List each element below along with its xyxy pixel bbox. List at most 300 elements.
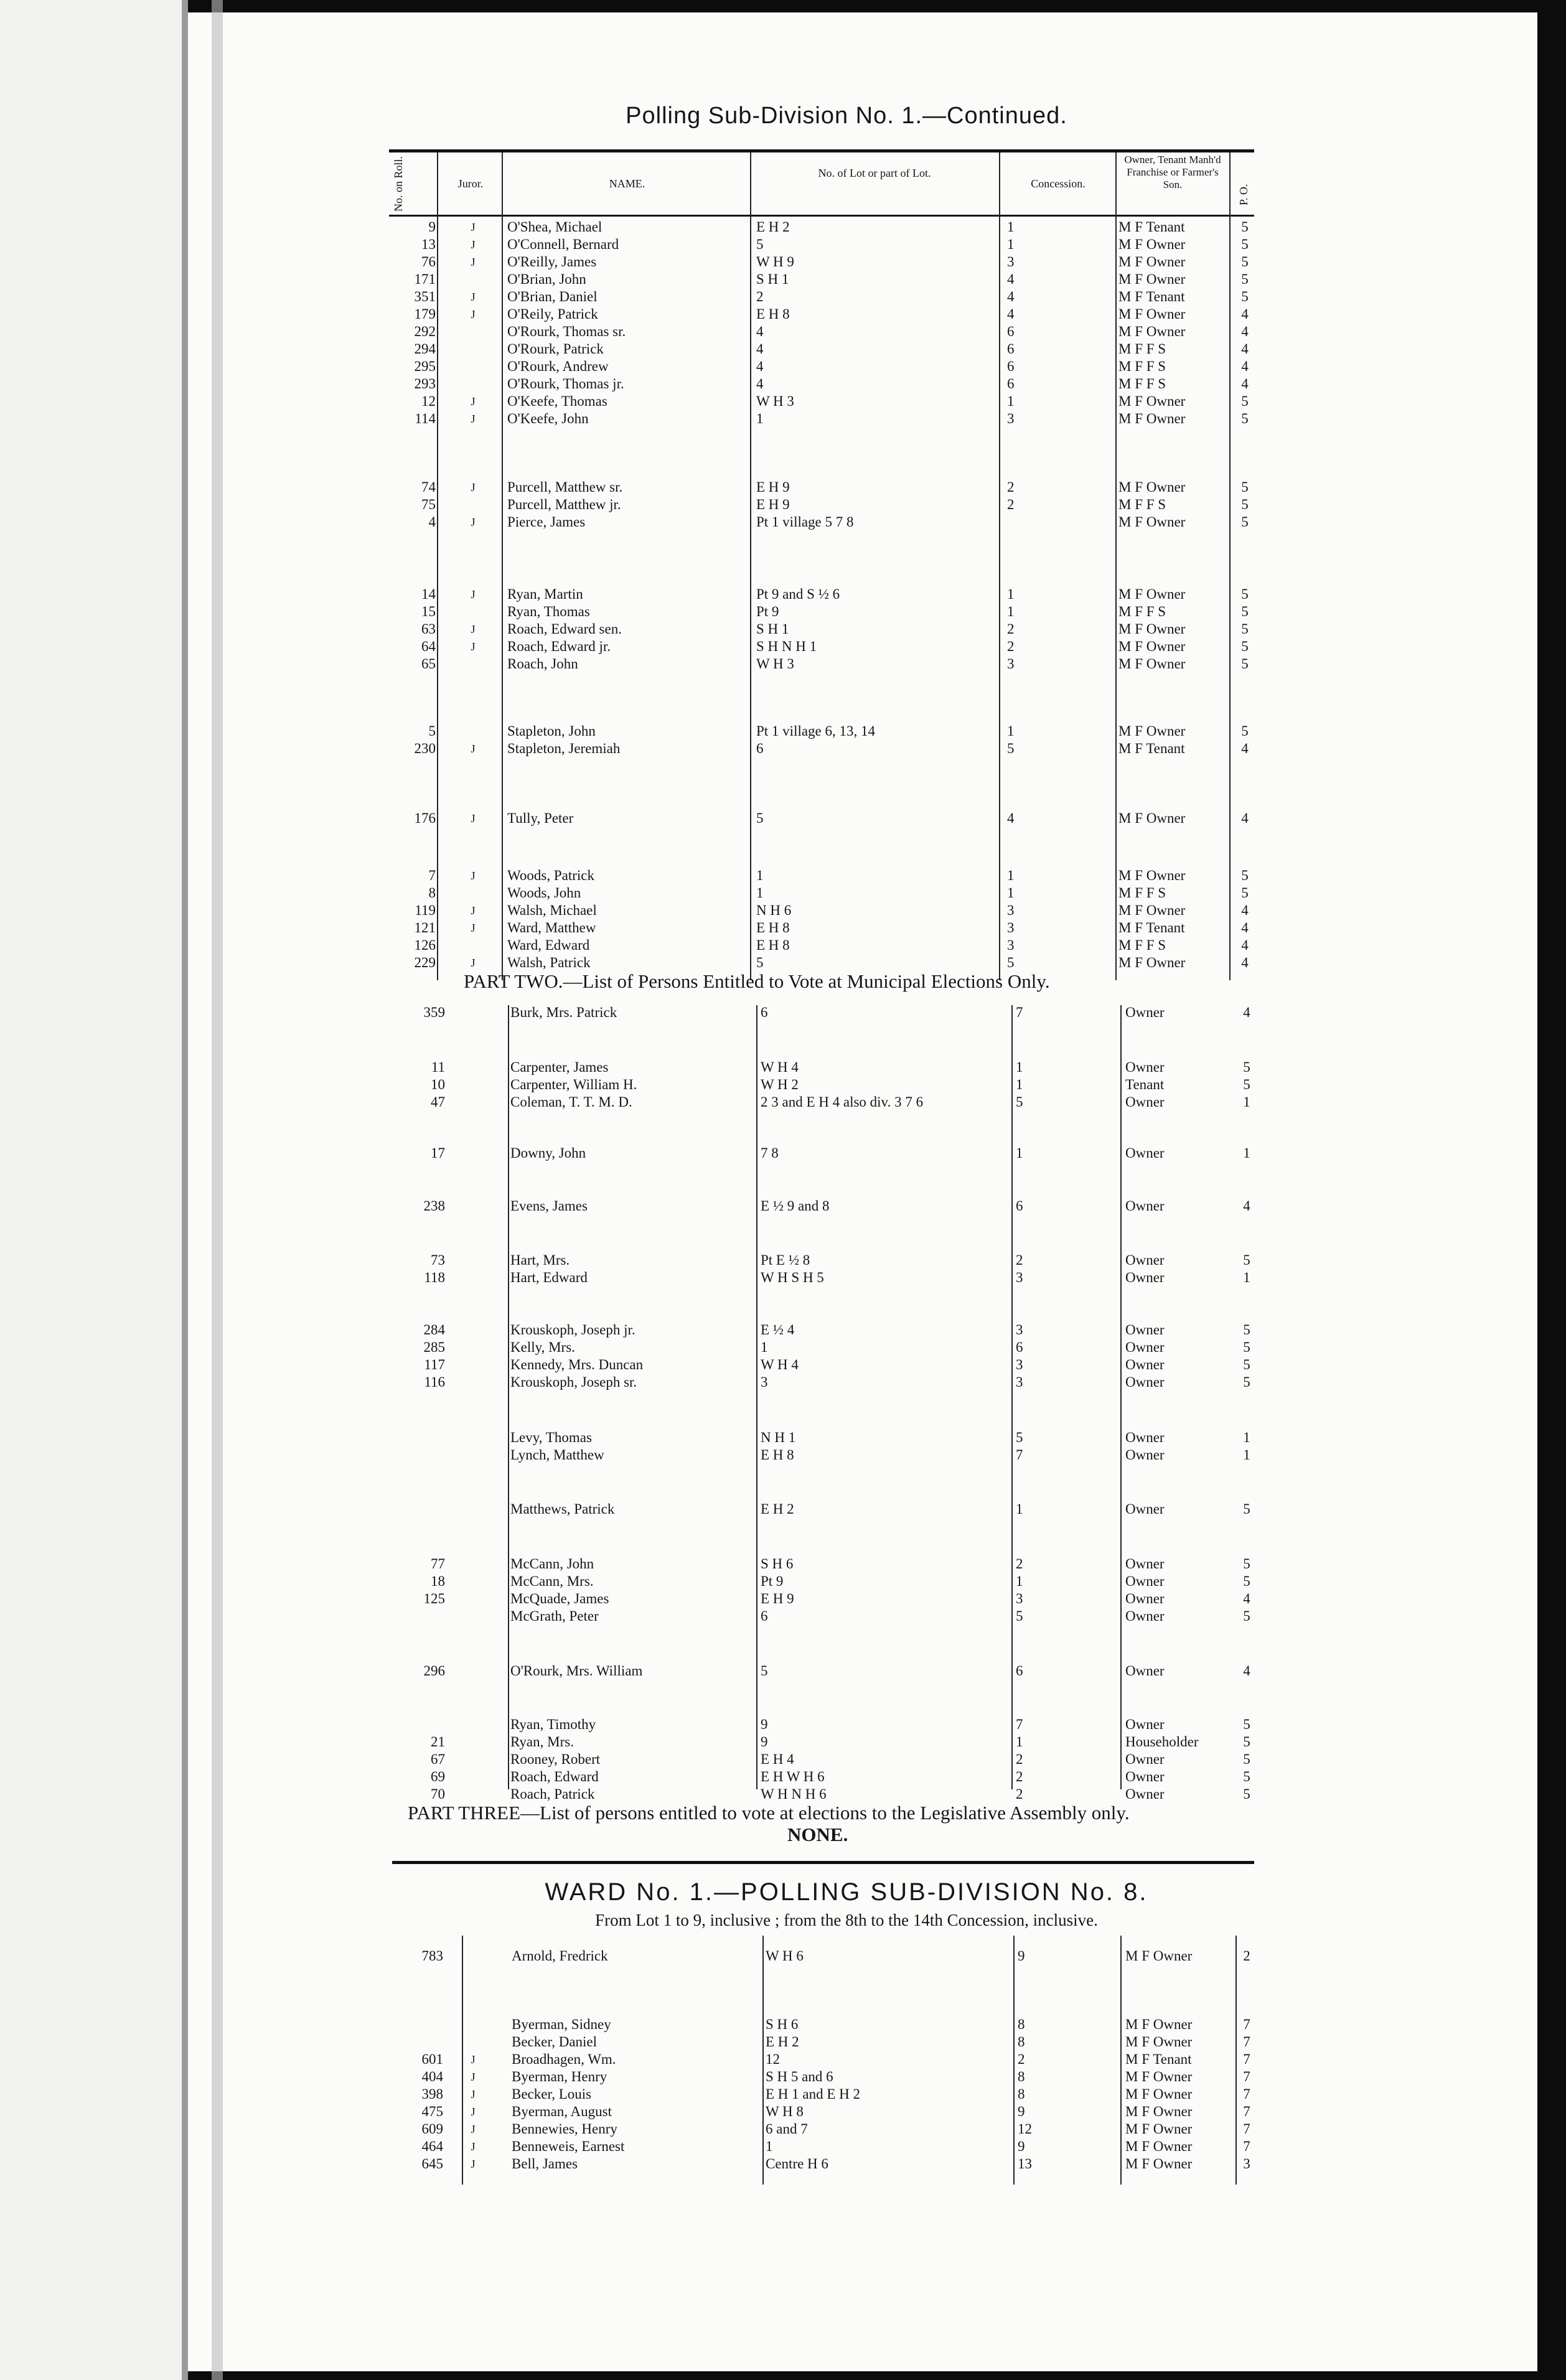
lot-number: W H 9: [756, 254, 794, 269]
juror-mark: J: [471, 2088, 476, 2101]
roll-number: 230: [414, 741, 436, 756]
roll-number: 70: [431, 1786, 445, 1802]
lot-number: 3: [761, 1374, 768, 1390]
roll-number: 238: [423, 1198, 445, 1214]
owner-status: M F Owner: [1118, 723, 1186, 739]
header-juror: Juror.: [457, 177, 484, 190]
voter-name: Stapleton, John: [507, 723, 596, 739]
voter-name: O'Keefe, Thomas: [507, 393, 607, 409]
lot-number: Pt 9 and S ½ 6: [756, 586, 840, 602]
owner-status: M F Owner: [1118, 479, 1186, 495]
voter-name: O'Rourk, Andrew: [507, 358, 609, 374]
roll-number: 21: [431, 1734, 445, 1750]
post-office: 7: [1243, 2034, 1250, 2050]
header-concession: Concession.: [1031, 177, 1085, 190]
post-office: 5: [1241, 514, 1249, 530]
concession-number: 1: [1007, 393, 1015, 409]
col-line-lot: [750, 152, 751, 980]
concession-number: 8: [1018, 2086, 1025, 2102]
lot-number: E H 9: [756, 479, 790, 495]
lot-number: 1: [766, 2139, 773, 2154]
header-owner: Owner, Tenant Manh'd Franchise or Farmer's Son.: [1124, 154, 1221, 190]
post-office: 4: [1243, 1198, 1250, 1214]
concession-number: 1: [1016, 1059, 1023, 1075]
juror-mark: J: [471, 869, 476, 882]
post-office: 4: [1243, 1591, 1250, 1606]
concession-number: 7: [1016, 1005, 1023, 1020]
voter-name: O'Brian, John: [507, 271, 586, 287]
juror-mark: J: [471, 904, 476, 917]
concession-number: 1: [1007, 219, 1015, 235]
owner-status: M F F S: [1118, 376, 1166, 391]
post-office: 1: [1243, 1145, 1250, 1161]
voter-name: Evens, James: [510, 1198, 588, 1214]
scan-border: [0, 0, 1566, 12]
col-line-con-p2: [1011, 1005, 1013, 1789]
juror-mark: J: [471, 2071, 476, 2083]
post-office: 5: [1243, 1608, 1250, 1624]
post-office: 4: [1241, 955, 1249, 970]
post-office: 5: [1241, 411, 1249, 426]
col-line-po: [1229, 152, 1231, 980]
post-office: 5: [1241, 254, 1249, 269]
lot-number: S H 6: [761, 1556, 794, 1572]
post-office: 5: [1241, 271, 1249, 287]
owner-status: Owner: [1125, 1751, 1165, 1767]
post-office: 5: [1243, 1717, 1250, 1732]
owner-status: M F F S: [1118, 937, 1166, 953]
voter-name: McQuade, James: [510, 1591, 609, 1606]
concession-number: 2: [1007, 479, 1015, 495]
owner-status: M F Owner: [1118, 411, 1186, 426]
owner-status: Owner: [1125, 1573, 1165, 1589]
juror-mark: J: [471, 221, 476, 233]
concession-number: 6: [1007, 376, 1015, 391]
roll-number: 47: [431, 1094, 445, 1110]
concession-number: 9: [1018, 1948, 1025, 1964]
owner-status: M F Owner: [1125, 2034, 1193, 2050]
roll-number: 67: [431, 1751, 445, 1767]
owner-status: Owner: [1125, 1357, 1165, 1372]
col-line-po-ward: [1235, 1936, 1237, 2185]
lot-number: W H 3: [756, 393, 794, 409]
lot-number: E H 2: [756, 219, 790, 235]
lot-number: E H 9: [761, 1591, 794, 1606]
facing-page-edge: [0, 0, 187, 2380]
header-top-rule: [389, 149, 1254, 152]
lot-number: E H 4: [761, 1751, 794, 1767]
lot-number: S H 1: [756, 271, 789, 287]
post-office: 4: [1243, 1663, 1250, 1679]
lot-number: 6: [761, 1005, 768, 1020]
voter-name: Roach, Edward sen.: [507, 621, 622, 637]
voter-name: Bell, James: [512, 2156, 578, 2172]
post-office: 4: [1241, 358, 1249, 374]
section-rule: [392, 1861, 1254, 1864]
col-line-juror: [437, 152, 438, 980]
owner-status: M F Owner: [1118, 393, 1186, 409]
post-office: 5: [1243, 1059, 1250, 1075]
roll-number: 75: [421, 497, 436, 512]
post-office: 2: [1243, 1948, 1250, 1964]
owner-status: M F Owner: [1118, 514, 1186, 530]
owner-status: Owner: [1125, 1591, 1165, 1606]
juror-mark: J: [471, 2140, 476, 2153]
voter-name: Bennewies, Henry: [512, 2121, 617, 2137]
juror-mark: J: [471, 623, 476, 635]
juror-mark: J: [471, 238, 476, 251]
owner-status: M F F S: [1118, 604, 1166, 619]
voter-name: Walsh, Patrick: [507, 955, 591, 970]
concession-number: 8: [1018, 2034, 1025, 2050]
part-three-heading: PART THREE—List of persons entitled to vote at elections to the Legislative Assembly only.: [408, 1802, 1130, 1824]
binding-fold: [182, 0, 188, 2380]
owner-status: M F F S: [1118, 885, 1166, 901]
concession-number: 1: [1007, 885, 1015, 901]
owner-status: M F Owner: [1125, 2156, 1193, 2172]
lot-number: Pt 1 village 5 7 8: [756, 514, 854, 530]
header-name: NAME.: [609, 177, 645, 190]
concession-number: 6: [1007, 324, 1015, 339]
voter-name: Walsh, Michael: [507, 902, 597, 918]
post-office: 5: [1241, 639, 1249, 654]
lot-number: 12: [766, 2051, 780, 2067]
owner-status: Owner: [1125, 1608, 1165, 1624]
post-office: 4: [1241, 341, 1249, 357]
owner-status: Owner: [1125, 1094, 1165, 1110]
roll-number: 783: [421, 1948, 443, 1964]
lot-number: S H N H 1: [756, 639, 817, 654]
lot-number: N H 6: [756, 902, 792, 918]
owner-status: M F Owner: [1118, 621, 1186, 637]
owner-status: M F Owner: [1118, 639, 1186, 654]
concession-number: 2: [1016, 1769, 1023, 1784]
owner-status: M F Owner: [1118, 586, 1186, 602]
concession-number: 8: [1018, 2069, 1025, 2084]
voter-name: Burk, Mrs. Patrick: [510, 1005, 617, 1020]
concession-number: 4: [1007, 289, 1015, 304]
concession-number: 3: [1016, 1270, 1023, 1285]
post-office: 5: [1243, 1786, 1250, 1802]
roll-number: 11: [431, 1059, 445, 1075]
voter-name: Becker, Louis: [512, 2086, 592, 2102]
owner-status: M F Owner: [1118, 810, 1186, 826]
col-line-owner: [1115, 152, 1117, 980]
roll-number: 464: [421, 2139, 443, 2154]
roll-number: 351: [414, 289, 436, 304]
roll-number: 14: [421, 586, 436, 602]
juror-mark: J: [471, 588, 476, 601]
juror-mark: J: [471, 2123, 476, 2135]
roll-number: 119: [415, 902, 436, 918]
voter-name: O'Rourk, Mrs. William: [510, 1663, 643, 1679]
lot-number: W H N H 6: [761, 1786, 827, 1802]
roll-number: 229: [414, 955, 436, 970]
post-office: 5: [1243, 1322, 1250, 1338]
concession-number: 7: [1016, 1717, 1023, 1732]
concession-number: 3: [1016, 1322, 1023, 1338]
owner-status: M F Owner: [1118, 324, 1186, 339]
concession-number: 2: [1018, 2051, 1025, 2067]
part-two-heading: PART TWO.—List of Persons Entitled to Vote at Municipal Elections Only.: [464, 970, 1050, 992]
roll-number: 609: [421, 2121, 443, 2137]
post-office: 4: [1241, 920, 1249, 935]
lot-number: Centre H 6: [766, 2156, 828, 2172]
roll-number: 292: [414, 324, 436, 339]
concession-number: 6: [1016, 1339, 1023, 1355]
voter-name: Arnold, Fredrick: [512, 1948, 608, 1964]
voter-name: Becker, Daniel: [512, 2034, 598, 2050]
concession-number: 12: [1018, 2121, 1032, 2137]
post-office: 1: [1243, 1270, 1250, 1285]
owner-status: M F Owner: [1125, 2017, 1193, 2032]
post-office: 4: [1241, 810, 1249, 826]
voter-name: O'Connell, Bernard: [507, 237, 619, 252]
post-office: 5: [1241, 219, 1249, 235]
juror-mark: J: [471, 957, 476, 969]
post-office: 5: [1241, 604, 1249, 619]
roll-number: 17: [431, 1145, 445, 1161]
post-office: 7: [1243, 2017, 1250, 2032]
post-office: 5: [1241, 237, 1249, 252]
concession-number: 4: [1007, 810, 1015, 826]
concession-number: 1: [1007, 604, 1015, 619]
voter-name: Ryan, Martin: [507, 586, 583, 602]
lot-number: E H W H 6: [761, 1769, 825, 1784]
roll-number: 114: [415, 411, 436, 426]
lot-number: 6 and 7: [766, 2121, 808, 2137]
voter-name: Kelly, Mrs.: [510, 1339, 575, 1355]
juror-mark: J: [471, 812, 476, 825]
concession-number: 3: [1007, 937, 1015, 953]
concession-number: 1: [1016, 1145, 1023, 1161]
lot-number: E H 2: [761, 1501, 794, 1517]
concession-number: 6: [1016, 1663, 1023, 1679]
owner-status: M F Owner: [1125, 2104, 1193, 2119]
roll-number: 74: [421, 479, 436, 495]
voter-name: Krouskoph, Joseph jr.: [510, 1322, 635, 1338]
concession-number: 7: [1016, 1447, 1023, 1463]
owner-status: M F Owner: [1118, 271, 1186, 287]
roll-number: 118: [424, 1270, 445, 1285]
lot-number: W H 2: [761, 1077, 799, 1092]
concession-number: 3: [1007, 254, 1015, 269]
owner-status: M F Owner: [1118, 902, 1186, 918]
post-office: 5: [1241, 479, 1249, 495]
owner-status: M F Owner: [1118, 306, 1186, 322]
ward-subheading: From Lot 1 to 9, inclusive ; from the 8th to the 14th Concession, inclusive.: [595, 1911, 1098, 1929]
post-office: 4: [1241, 937, 1249, 953]
juror-mark: J: [471, 291, 476, 303]
col-line-name-ward: [462, 1936, 463, 2185]
concession-number: 5: [1007, 955, 1015, 970]
lot-number: 6: [756, 741, 764, 756]
juror-mark: J: [471, 516, 476, 528]
concession-number: 4: [1007, 271, 1015, 287]
post-office: 5: [1243, 1374, 1250, 1390]
juror-mark: J: [471, 256, 476, 268]
lot-number: 4: [756, 324, 764, 339]
voter-name: Matthews, Patrick: [510, 1501, 615, 1517]
owner-status: Tenant: [1125, 1077, 1165, 1092]
lot-number: 4: [756, 358, 764, 374]
concession-number: 5: [1016, 1608, 1023, 1624]
voter-name: Purcell, Matthew sr.: [507, 479, 623, 495]
voter-name: Broadhagen, Wm.: [512, 2051, 616, 2067]
owner-status: M F Owner: [1118, 656, 1186, 672]
lot-number: E H 8: [761, 1447, 794, 1463]
concession-number: 3: [1016, 1374, 1023, 1390]
voter-name: Purcell, Matthew jr.: [507, 497, 621, 512]
owner-status: Owner: [1125, 1430, 1165, 1445]
roll-number: 125: [423, 1591, 445, 1606]
voter-name: Pierce, James: [507, 514, 586, 530]
voter-name: Byerman, August: [512, 2104, 612, 2119]
post-office: 4: [1241, 902, 1249, 918]
owner-status: Owner: [1125, 1339, 1165, 1355]
roll-number: 117: [424, 1357, 445, 1372]
voter-name: Coleman, T. T. M. D.: [510, 1094, 632, 1110]
roll-number: 121: [414, 920, 436, 935]
col-line-lot-ward: [762, 1936, 764, 2185]
voter-name: O'Reilly, James: [507, 254, 597, 269]
voter-name: Lynch, Matthew: [510, 1447, 604, 1463]
juror-mark: J: [471, 640, 476, 653]
owner-status: Owner: [1125, 1005, 1165, 1020]
concession-number: 3: [1016, 1591, 1023, 1606]
lot-number: E H 9: [756, 497, 790, 512]
col-line-owner-p2: [1120, 1005, 1122, 1789]
post-office: 4: [1241, 306, 1249, 322]
juror-mark: J: [471, 922, 476, 934]
concession-number: 6: [1007, 358, 1015, 374]
voter-name: Tully, Peter: [507, 810, 574, 826]
post-office: 4: [1241, 741, 1249, 756]
voter-name: Kennedy, Mrs. Duncan: [510, 1357, 644, 1372]
voter-name: Roach, Edward: [510, 1769, 599, 1784]
voter-name: Carpenter, William H.: [510, 1077, 637, 1092]
voter-name: McCann, Mrs.: [510, 1573, 594, 1589]
post-office: 5: [1243, 1077, 1250, 1092]
juror-mark: J: [471, 743, 476, 755]
owner-status: M F Owner: [1125, 2069, 1193, 2084]
voter-name: Levy, Thomas: [510, 1430, 592, 1445]
post-office: 7: [1243, 2069, 1250, 2084]
owner-status: M F Tenant: [1118, 289, 1185, 304]
lot-number: Pt E ½ 8: [761, 1252, 810, 1268]
roll-number: 284: [423, 1322, 445, 1338]
post-office: 3: [1243, 2156, 1250, 2172]
voter-name: O'Keefe, John: [507, 411, 589, 426]
concession-number: 3: [1016, 1357, 1023, 1372]
owner-status: Owner: [1125, 1501, 1165, 1517]
post-office: 1: [1243, 1094, 1250, 1110]
lot-number: 1: [761, 1339, 768, 1355]
roll-number: 65: [421, 656, 436, 672]
lot-number: W H S H 5: [761, 1270, 824, 1285]
col-line-con-ward: [1013, 1936, 1015, 2185]
owner-status: M F Owner: [1125, 2139, 1193, 2154]
voter-name: Ward, Matthew: [507, 920, 596, 935]
owner-status: Owner: [1125, 1374, 1165, 1390]
header-lot: No. of Lot or part of Lot.: [818, 167, 931, 179]
post-office: 5: [1241, 656, 1249, 672]
post-office: 5: [1241, 621, 1249, 637]
voter-name: Ryan, Timothy: [510, 1717, 596, 1732]
concession-number: 1: [1007, 723, 1015, 739]
voter-name: Ryan, Mrs.: [510, 1734, 574, 1750]
owner-status: M F Owner: [1125, 1948, 1193, 1964]
lot-number: 5: [761, 1663, 768, 1679]
lot-number: Pt 9: [756, 604, 779, 619]
lot-number: E H 2: [766, 2034, 799, 2050]
concession-number: 1: [1016, 1573, 1023, 1589]
post-office: 5: [1241, 868, 1249, 883]
lot-number: N H 1: [761, 1430, 796, 1445]
post-office: 5: [1243, 1556, 1250, 1572]
owner-status: M F Tenant: [1125, 2051, 1192, 2067]
owner-status: Owner: [1125, 1717, 1165, 1732]
owner-status: Owner: [1125, 1786, 1165, 1802]
concession-number: 2: [1016, 1786, 1023, 1802]
concession-number: 6: [1016, 1198, 1023, 1214]
owner-status: M F Owner: [1125, 2086, 1193, 2102]
post-office: 5: [1243, 1501, 1250, 1517]
voter-name: McCann, John: [510, 1556, 594, 1572]
concession-number: 3: [1007, 411, 1015, 426]
juror-mark: J: [471, 481, 476, 494]
roll-number: 171: [414, 271, 436, 287]
concession-number: 1: [1007, 237, 1015, 252]
concession-number: 3: [1007, 656, 1015, 672]
col-line-lot-p2: [756, 1005, 757, 1789]
owner-status: Owner: [1125, 1663, 1165, 1679]
voter-name: O'Rourk, Patrick: [507, 341, 604, 357]
voter-name: Stapleton, Jeremiah: [507, 741, 621, 756]
post-office: 7: [1243, 2086, 1250, 2102]
post-office: 4: [1241, 376, 1249, 391]
post-office: 7: [1243, 2139, 1250, 2154]
col-line-concession: [999, 152, 1000, 980]
concession-number: 2: [1007, 497, 1015, 512]
lot-number: W H 8: [766, 2104, 804, 2119]
post-office: 7: [1243, 2051, 1250, 2067]
concession-number: 6: [1007, 341, 1015, 357]
roll-number: 296: [423, 1663, 445, 1679]
concession-number: 2: [1016, 1556, 1023, 1572]
post-office: 5: [1243, 1357, 1250, 1372]
part-three-none: NONE.: [787, 1824, 848, 1845]
col-line-owner-ward: [1120, 1936, 1122, 2185]
roll-number: 5: [428, 723, 436, 739]
lot-number: 5: [756, 237, 764, 252]
concession-number: 5: [1016, 1430, 1023, 1445]
roll-number: 294: [414, 341, 436, 357]
concession-number: 13: [1018, 2156, 1032, 2172]
binding-shadow: [212, 0, 223, 2380]
roll-number: 359: [423, 1005, 445, 1020]
voter-name: Hart, Edward: [510, 1270, 588, 1285]
voter-name: Krouskoph, Joseph sr.: [510, 1374, 637, 1390]
roll-number: 69: [431, 1769, 445, 1784]
roll-number: 645: [421, 2156, 443, 2172]
owner-status: M F Owner: [1118, 254, 1186, 269]
owner-status: M F F S: [1118, 358, 1166, 374]
post-office: 4: [1243, 1005, 1250, 1020]
concession-number: 9: [1018, 2104, 1025, 2119]
owner-status: Owner: [1125, 1059, 1165, 1075]
post-office: 5: [1241, 497, 1249, 512]
